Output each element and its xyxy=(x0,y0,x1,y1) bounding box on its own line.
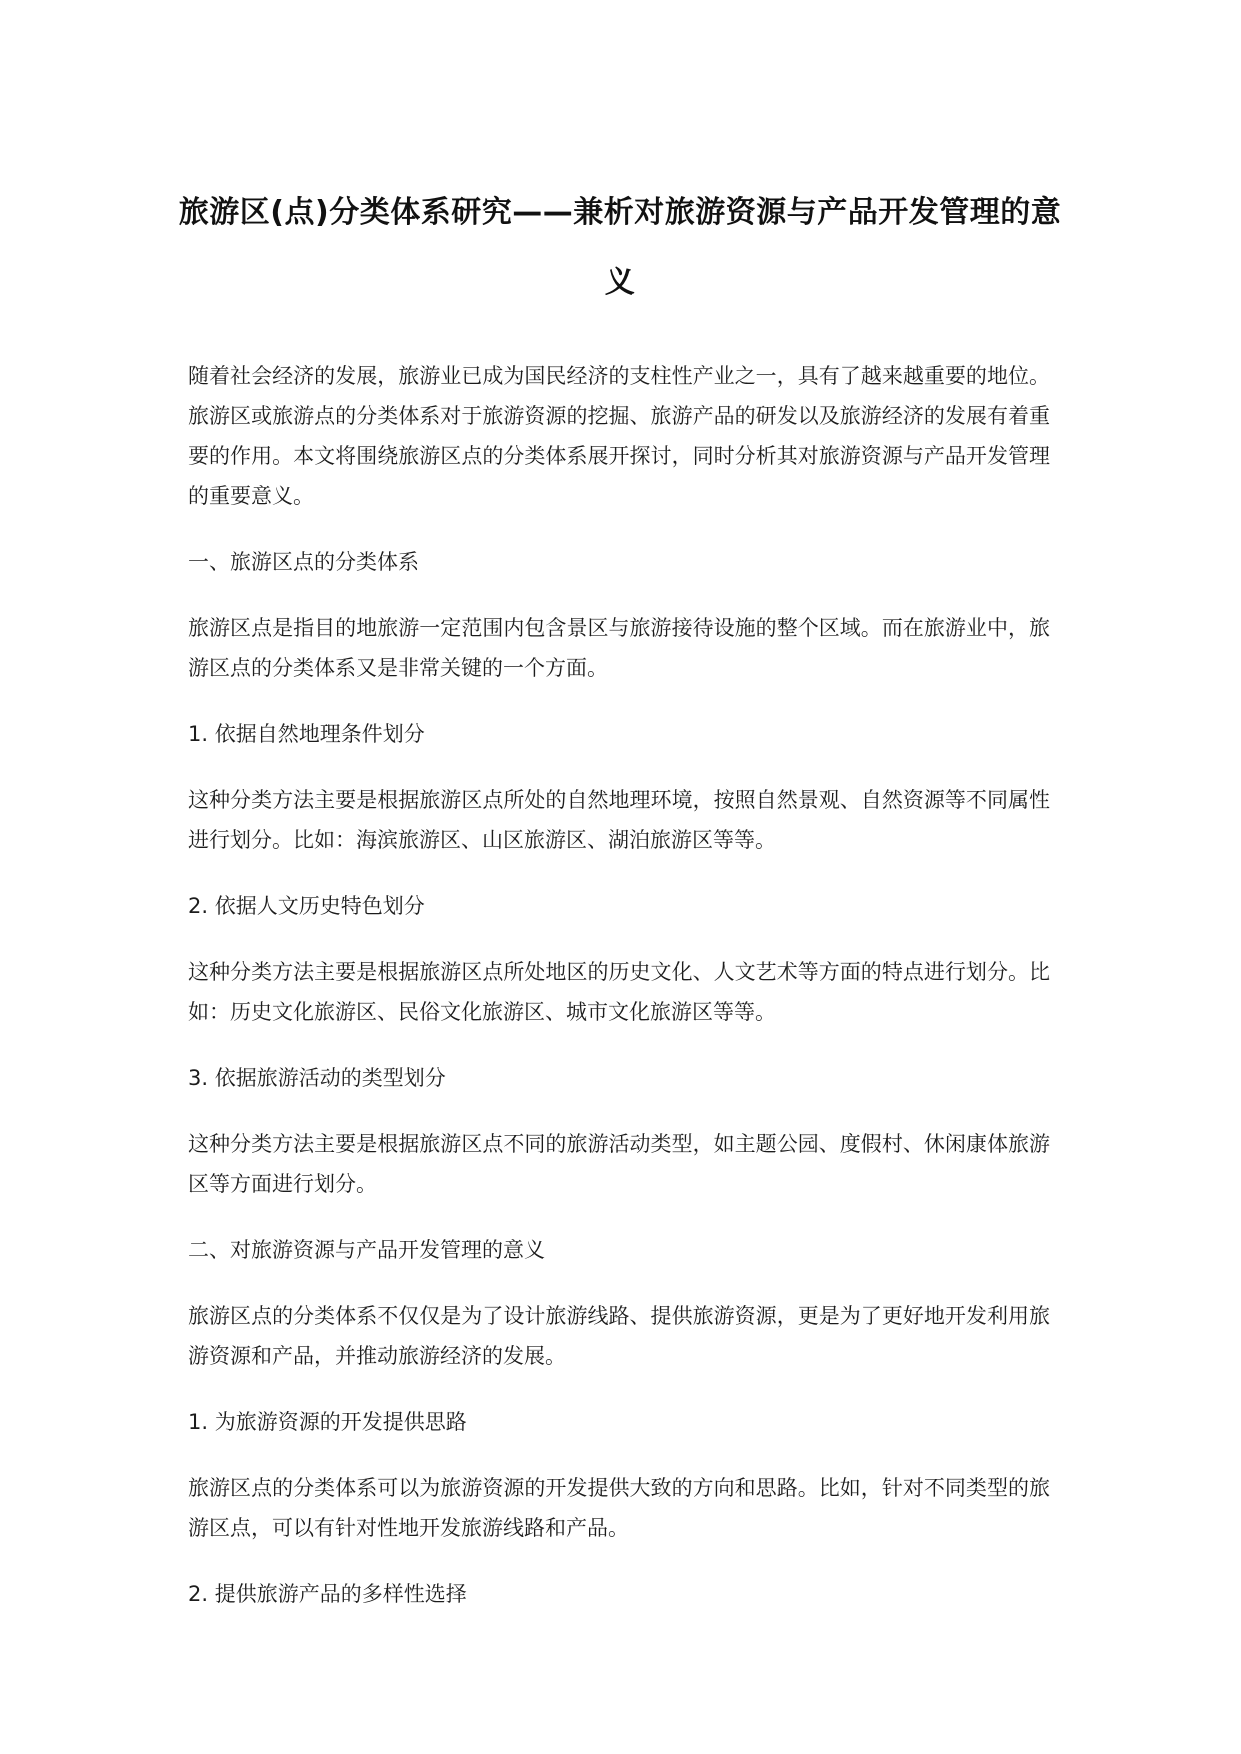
subheading-1-3: 3. 依据旅游活动的类型划分 xyxy=(188,1066,446,1090)
paragraph-significance: 旅游区点的分类体系不仅仅是为了设计旅游线路、提供旅游资源，更是为了更好地开发利用旅游资源和产品，并推动旅游经济的发展。 xyxy=(188,1304,1050,1368)
section-heading-1: 一、旅游区点的分类体系 xyxy=(188,550,419,574)
document-title: 旅游区(点)分类体系研究——兼析对旅游资源与产品开发管理的意义 xyxy=(178,195,1062,300)
title-block xyxy=(170,178,1070,318)
document-body xyxy=(188,356,1050,1640)
paragraph-development: 旅游区点的分类体系可以为旅游资源的开发提供大致的方向和思路。比如，针对不同类型的旅游区点，可以有针对性地开发旅游线路和产品。 xyxy=(188,1476,1050,1540)
section-heading-2: 二、对旅游资源与产品开发管理的意义 xyxy=(188,1238,545,1262)
paragraph-activity: 这种分类方法主要是根据旅游区点不同的旅游活动类型，如主题公园、度假村、休闲康体旅游区等方面进行划分。 xyxy=(188,1132,1050,1196)
subheading-1-1: 1. 依据自然地理条件划分 xyxy=(188,722,425,746)
subheading-2-2: 2. 提供旅游产品的多样性选择 xyxy=(188,1582,467,1606)
subheading-2-1: 1. 为旅游资源的开发提供思路 xyxy=(188,1410,467,1434)
paragraph-definition: 旅游区点是指目的地旅游一定范围内包含景区与旅游接待设施的整个区域。而在旅游业中，旅游区点的分类体系又是非常关键的一个方面。 xyxy=(188,616,1050,680)
paragraph-cultural: 这种分类方法主要是根据旅游区点所处地区的历史文化、人文艺术等方面的特点进行划分。比如：历史文化旅游区、民俗文化旅游区、城市文化旅游区等等。 xyxy=(188,960,1050,1024)
paragraph-natural: 这种分类方法主要是根据旅游区点所处的自然地理环境，按照自然景观、自然资源等不同属性进行划分。比如：海滨旅游区、山区旅游区、湖泊旅游区等等。 xyxy=(188,788,1050,852)
paragraph-intro: 随着社会经济的发展，旅游业已成为国民经济的支柱性产业之一，具有了越来越重要的地位。旅游区或旅游点的分类体系对于旅游资源的挖掘、旅游产品的研发以及旅游经济的发展有着重要的作用。本文将围绕旅游区点的分类体系展开探讨，同时分析其对旅游资源与产品开发管理的重要意义。 xyxy=(188,364,1050,508)
subheading-1-2: 2. 依据人文历史特色划分 xyxy=(188,894,425,918)
